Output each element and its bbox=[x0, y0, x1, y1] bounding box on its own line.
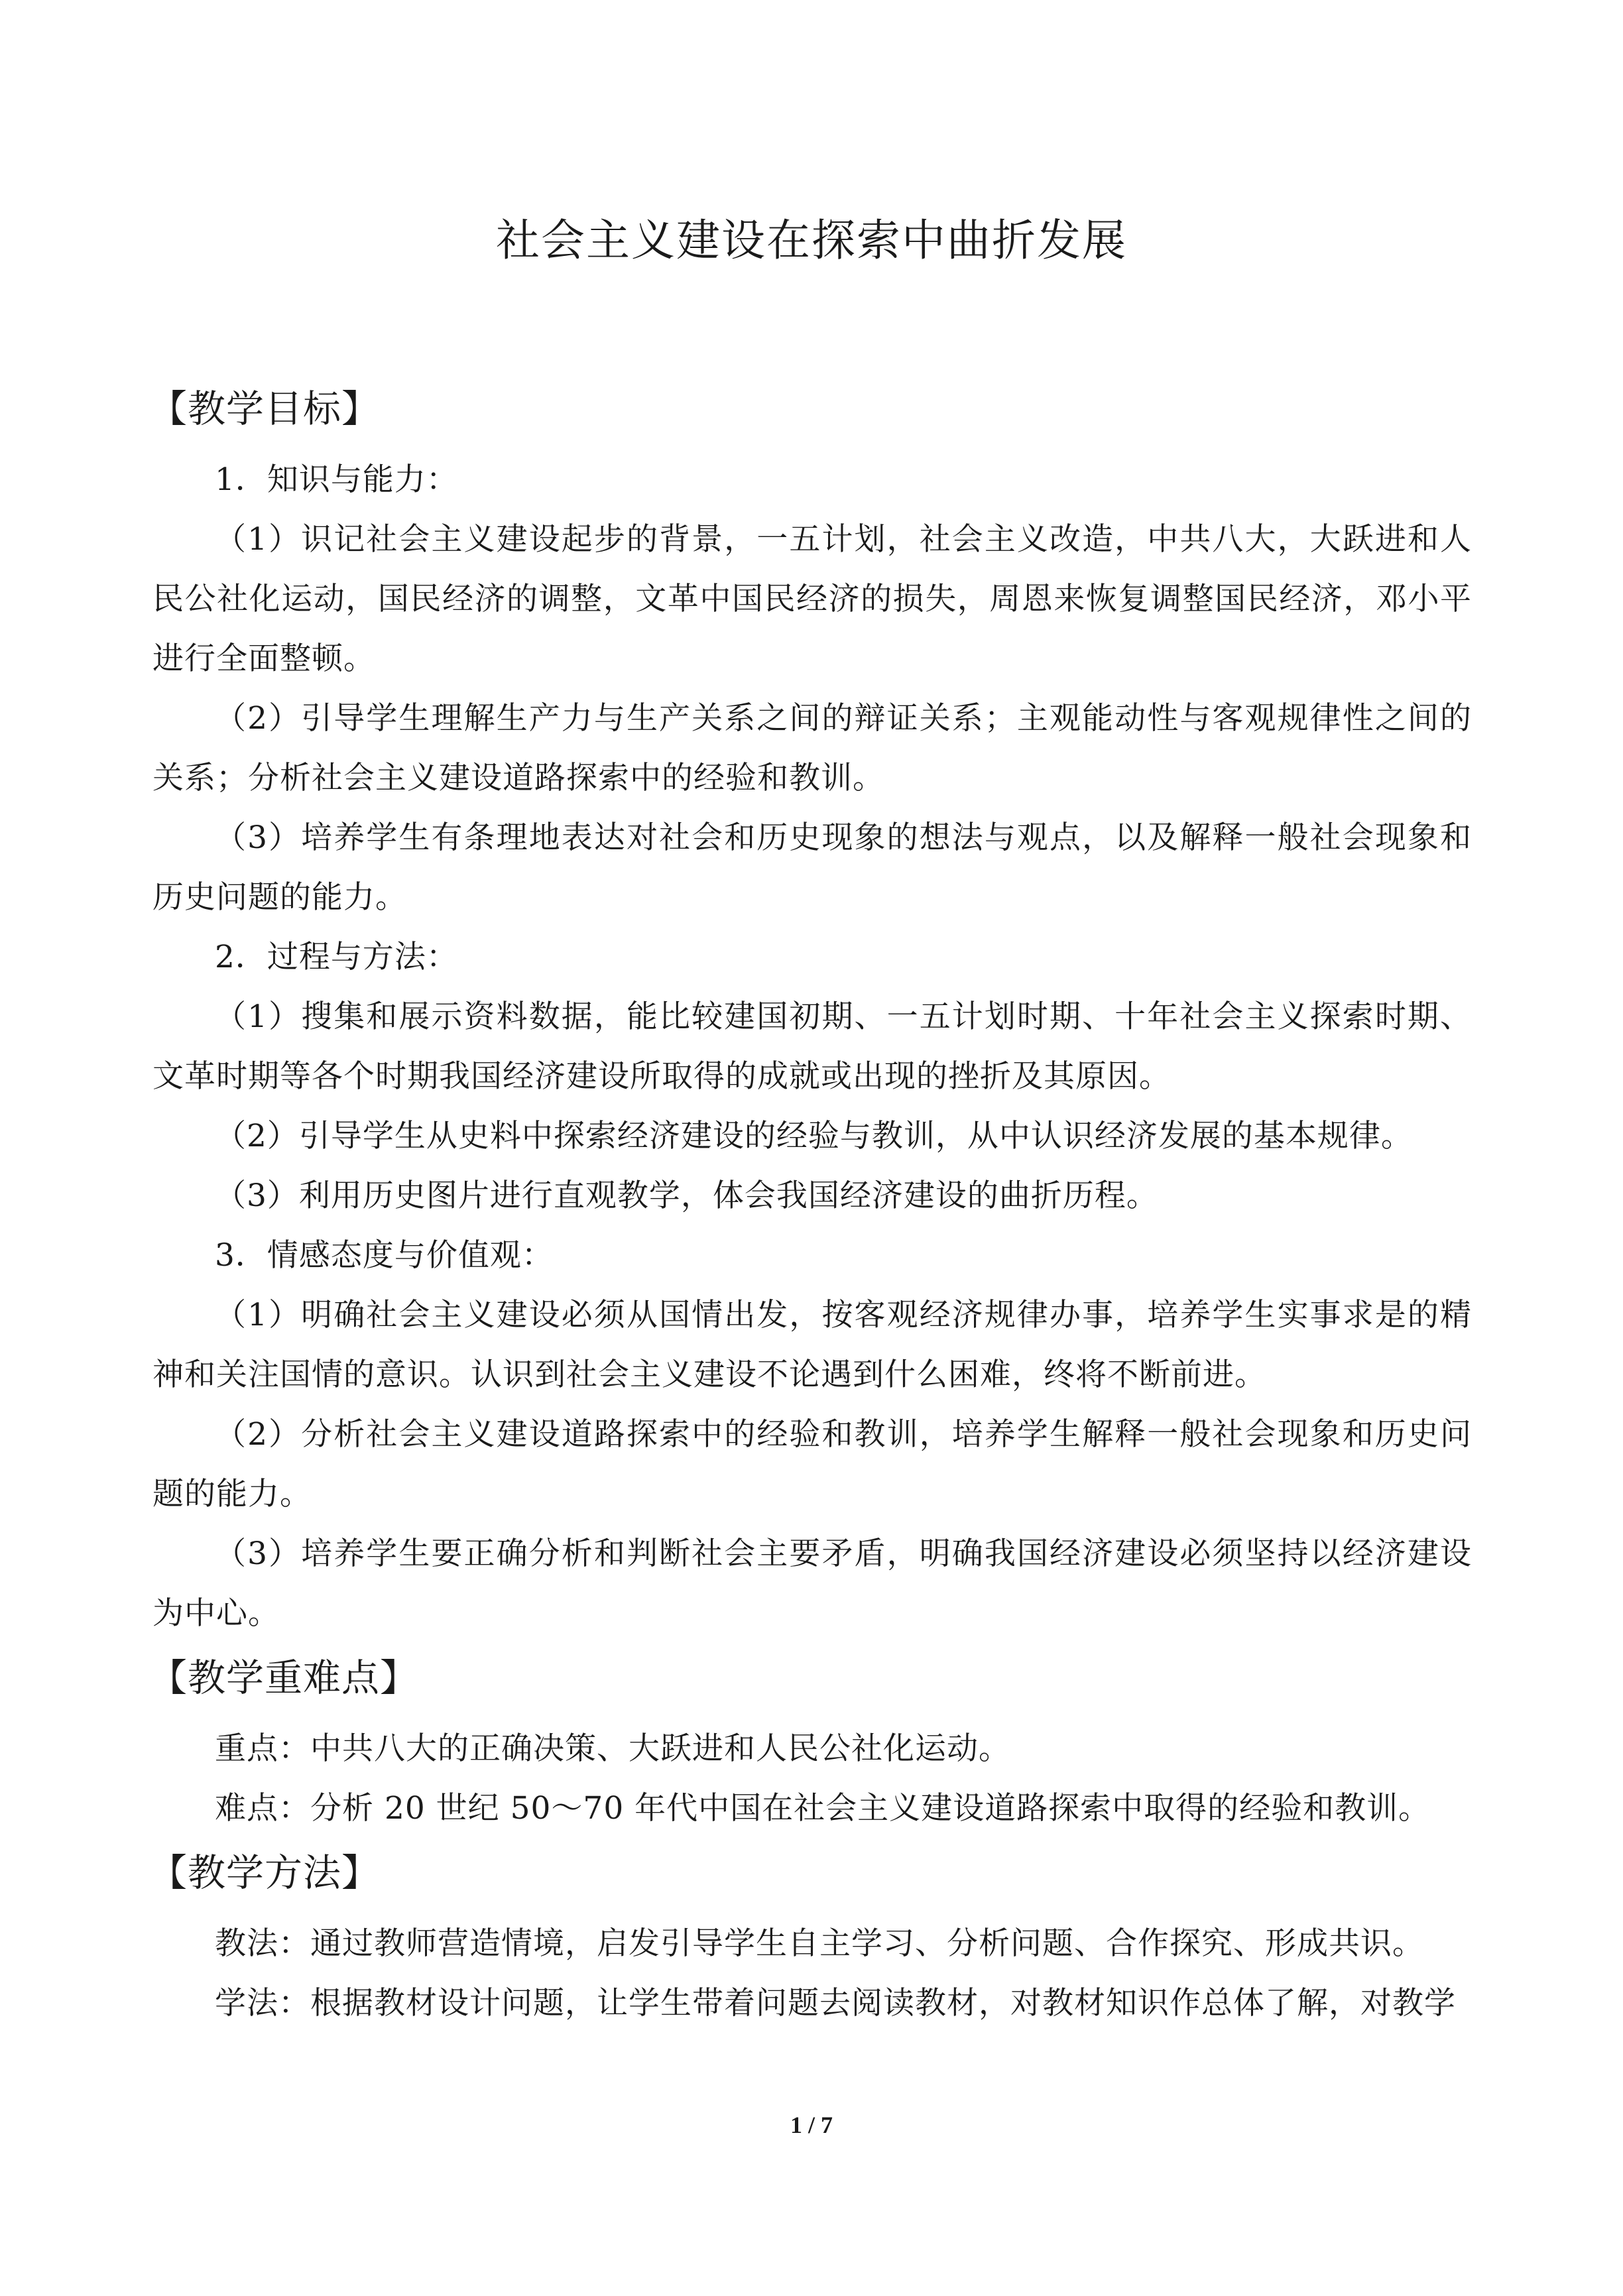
paragraph: （2）引导学生理解生产力与生产关系之间的辩证关系；主观能动性与客观规律性之间的关系；分析社会主义建设道路探索中的经验和教训。 bbox=[152, 700, 1472, 796]
paragraph: （2）分析社会主义建设道路探索中的经验和教训，培养学生解释一般社会现象和历史问题的能力。 bbox=[152, 1416, 1472, 1512]
paragraph: （2）引导学生从史料中探索经济建设的经验与教训，从中认识经济发展的基本规律。 bbox=[215, 1118, 1413, 1154]
paragraph: 学法：根据教材设计问题，让学生带着问题去阅读教材，对教材知识作总体了解，对教学 bbox=[215, 1985, 1456, 2022]
document-body bbox=[149, 375, 1472, 2033]
paragraph: 难点：分析 20 世纪 50～70 年代中国在社会主义建设道路探索中取得的经验和教训。 bbox=[215, 1790, 1431, 1827]
paragraph: （3）培养学生要正确分析和判断社会主要矛盾，明确我国经济建设必须坚持以经济建设为中心。 bbox=[152, 1536, 1472, 1632]
section-heading-objectives: 【教学目标】 bbox=[149, 387, 380, 431]
page-number: 1 / 7 bbox=[790, 2112, 833, 2138]
paragraph: 3．情感态度与价值观： bbox=[215, 1237, 554, 1274]
paragraph: （1）识记社会主义建设起步的背景，一五计划，社会主义改造，中共八大，大跃进和人民公社化运动，国民经济的调整，文革中国民经济的损失，周恩来恢复调整国民经济，邓小平进行全面整顿。 bbox=[152, 521, 1472, 677]
paragraph: （3）利用历史图片进行直观教学，体会我国经济建设的曲折历程。 bbox=[215, 1178, 1158, 1214]
paragraph: 教法：通过教师营造情境，启发引导学生自主学习、分析问题、合作探究、形成共识。 bbox=[215, 1925, 1424, 1962]
section-heading-key-points: 【教学重难点】 bbox=[149, 1656, 418, 1700]
paragraph: （1）明确社会主义建设必须从国情出发，按客观经济规律办事，培养学生实事求是的精神和关注国情的意识。认识到社会主义建设不论遇到什么困难，终将不断前进。 bbox=[152, 1297, 1472, 1393]
paragraph: 重点：中共八大的正确决策、大跃进和人民公社化运动。 bbox=[215, 1730, 1010, 1767]
section-heading-methods: 【教学方法】 bbox=[149, 1851, 380, 1895]
paragraph: （1）搜集和展示资料数据，能比较建国初期、一五计划时期、十年社会主义探索时期、文革时期等各个时期我国经济建设所取得的成就或出现的挫折及其原因。 bbox=[152, 998, 1472, 1095]
document-title: 社会主义建设在探索中曲折发展 bbox=[496, 215, 1127, 266]
paragraph: （3）培养学生有条理地表达对社会和历史现象的想法与观点，以及解释一般社会现象和历史问题的能力。 bbox=[152, 819, 1472, 916]
paragraph: 2．过程与方法： bbox=[215, 939, 458, 975]
paragraph: 1．知识与能力： bbox=[215, 461, 458, 498]
